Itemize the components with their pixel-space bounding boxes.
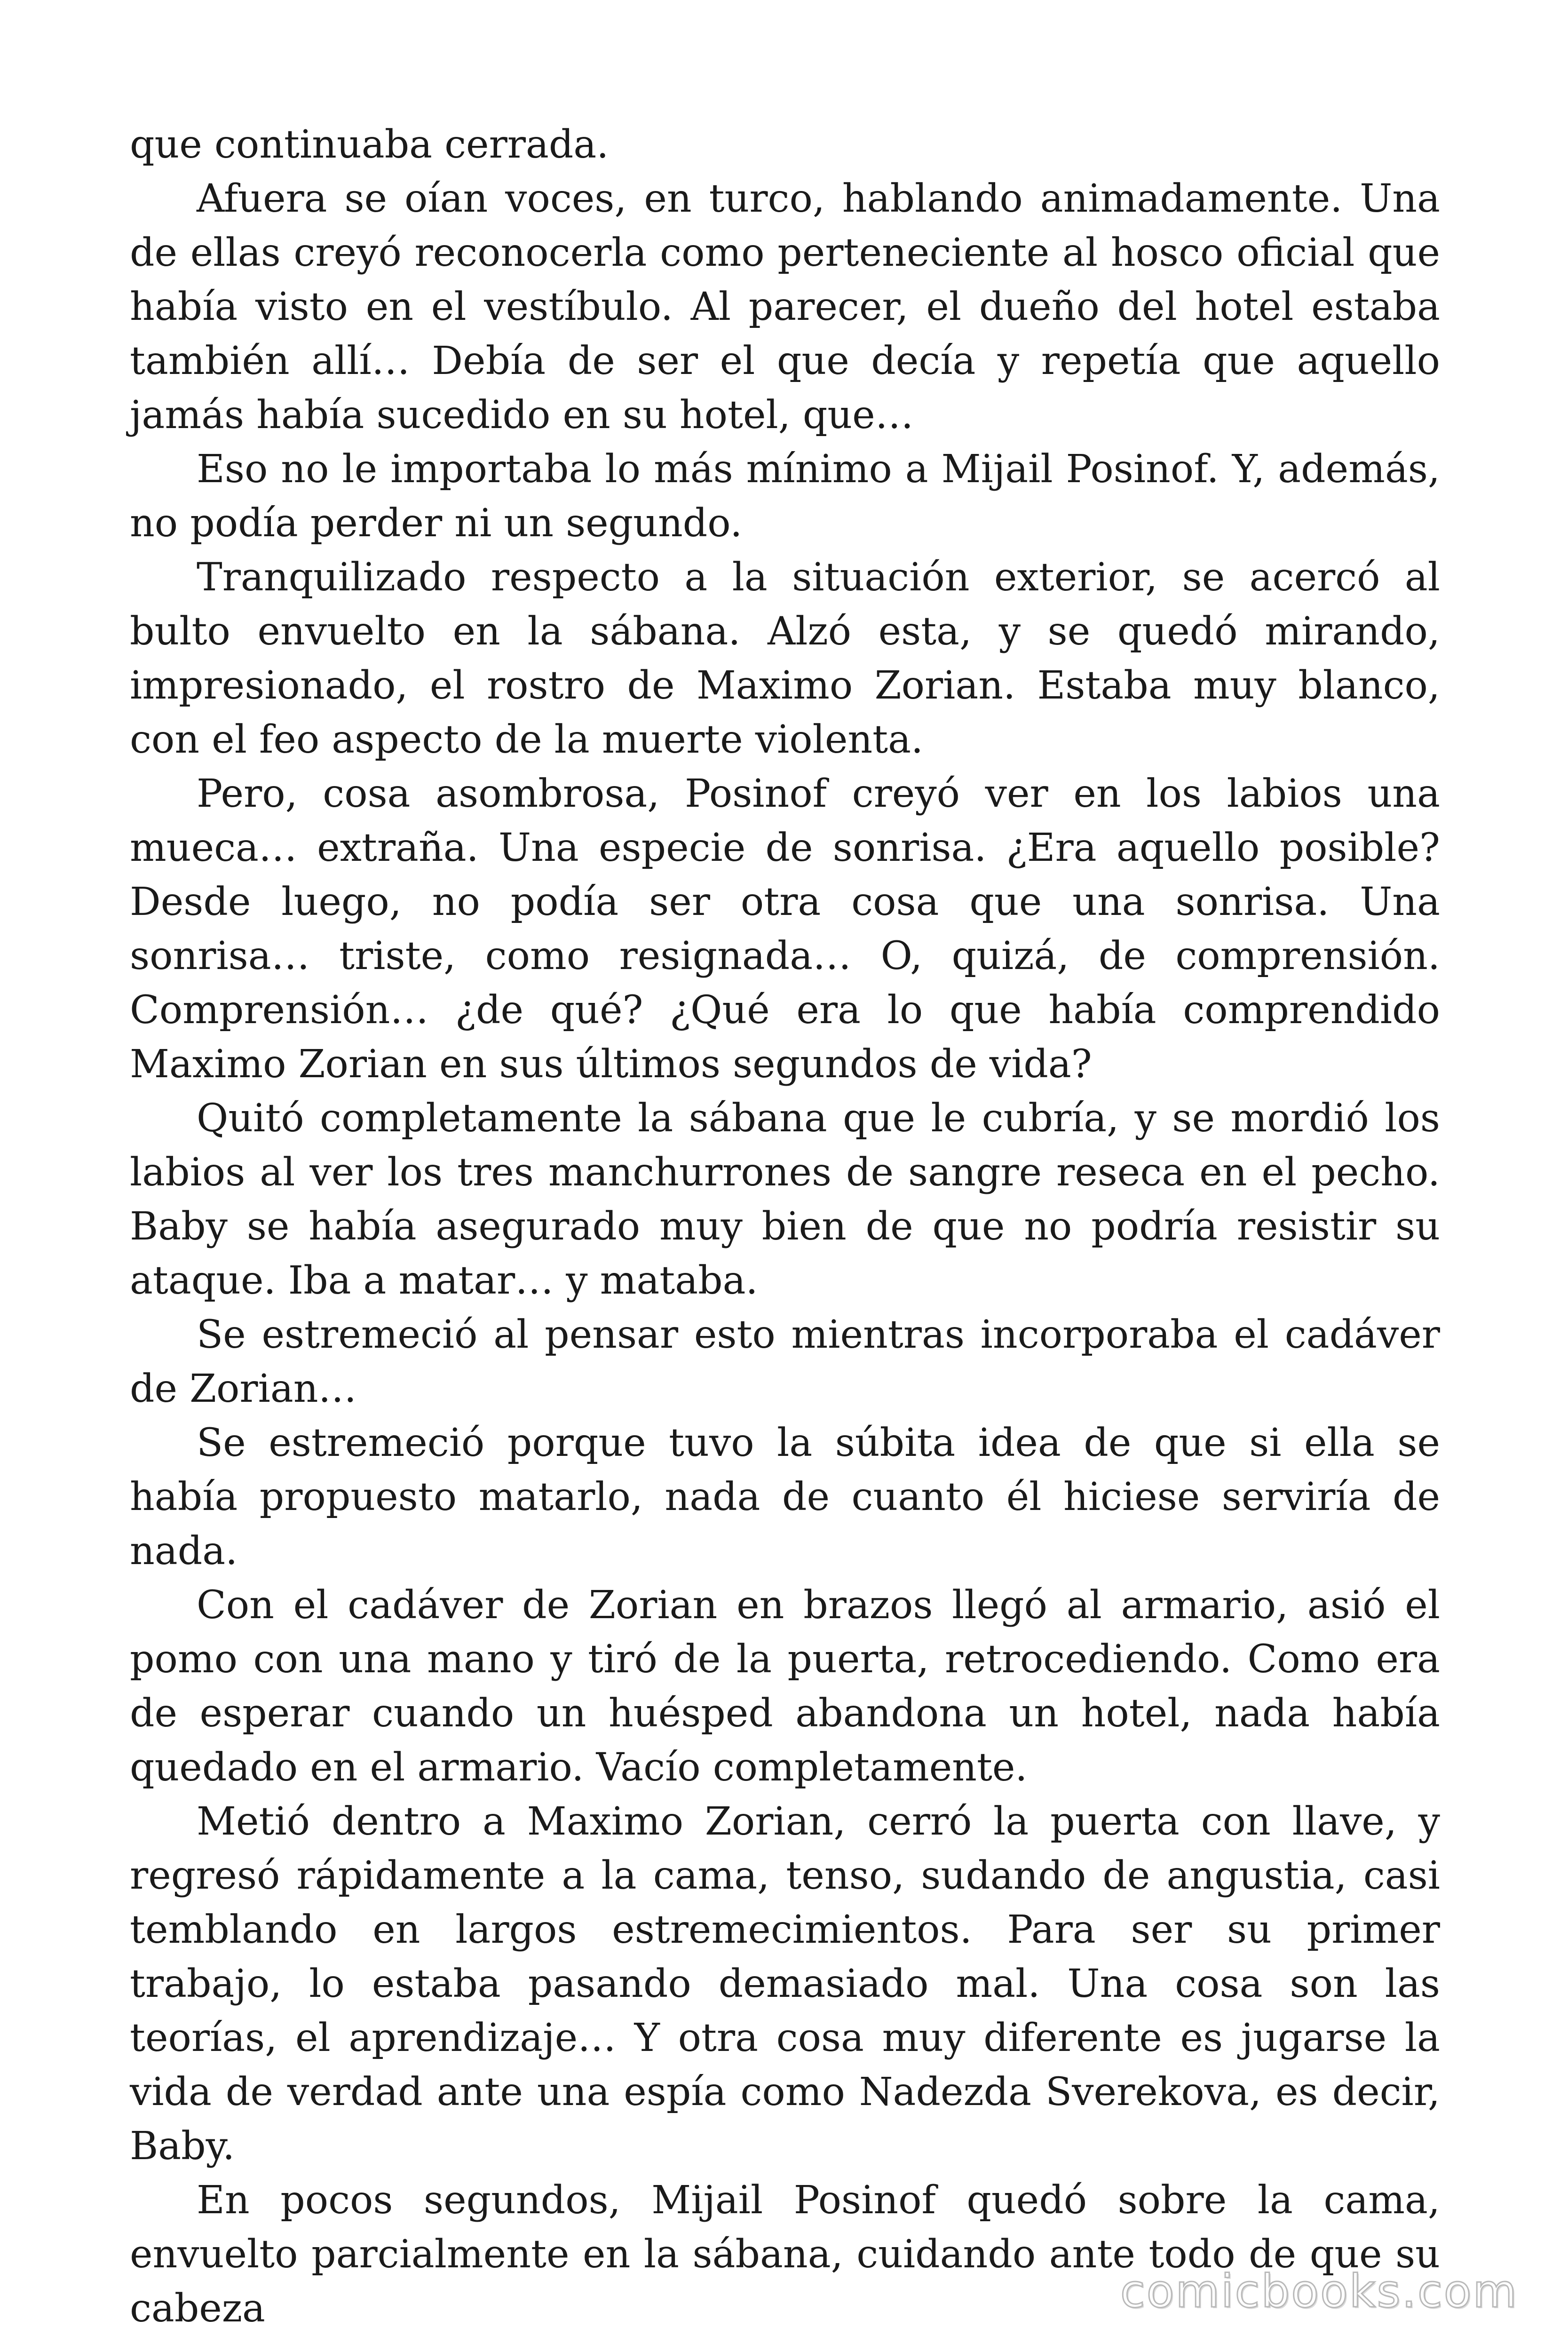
paragraph: Se estremeció al pensar esto mientras incorporaba el cadáver de Zorian…: [130, 1312, 1440, 1411]
watermark: comicbooks.com: [1120, 2265, 1518, 2318]
paragraph-continuation: que continuaba cerrada.: [130, 122, 609, 167]
paragraph: Se estremeció porque tuvo la súbita idea de que si ella se había propuesto matarlo, nada de cuanto él hiciese serviría de nada.: [130, 1421, 1440, 1573]
paragraph: Pero, cosa asombrosa, Posinof creyó ver en los labios una mueca… extraña. Una especie de sonrisa. ¿Era aquello posible? Desde luego, no podía ser otra cosa que una sonrisa. Una sonrisa… triste, como resignada… O, quizá, de comprensión. Comprensión… ¿de qué? ¿Qué era lo que había comprendido Maximo Zorian en sus últimos segundos de vida?: [130, 771, 1440, 1087]
paragraph: Tranquilizado respecto a la situación exterior, se acercó al bulto envuelto en la sábana. Alzó esta, y se quedó mirando, impresionado, el rostro de Maximo Zorian. Estaba muy blanco, con el feo aspecto de la muerte violenta.: [130, 555, 1440, 762]
body-text: [130, 118, 1440, 2336]
paragraph: Quitó completamente la sábana que le cubría, y se mordió los labios al ver los tres manchurrones de sangre reseca en el pecho. Baby se había asegurado muy bien de que no podría resistir su ataque. Iba a matar… y mataba.: [130, 1096, 1440, 1303]
paragraph: Metió dentro a Maximo Zorian, cerró la puerta con llave, y regresó rápidamente a la cama, tenso, sudando de angustia, casi temblando en largos estremecimientos. Para ser su primer trabajo, lo estaba pasando demasiado mal. Una cosa son las teorías, el aprendizaje… Y otra cosa muy diferente es jugarse la vida de verdad ante una espía como Nadezda Sverekova, es decir, Baby.: [130, 1799, 1440, 2169]
paragraph: En pocos segundos, Mijail Posinof quedó sobre la cama, envuelto parcialmente en la sábana, cuidando ante todo de que su cabeza: [130, 2178, 1440, 2331]
paragraph: Eso no le importaba lo más mínimo a Mijail Posinof. Y, además, no podía perder ni un segundo.: [130, 447, 1440, 546]
paragraph: Con el cadáver de Zorian en brazos llegó al armario, asió el pomo con una mano y tiró de la puerta, retrocediendo. Como era de esperar cuando un huésped abandona un hotel, nada había quedado en el armario. Vacío completamente.: [130, 1583, 1440, 1790]
paragraph: Afuera se oían voces, en turco, hablando animadamente. Una de ellas creyó reconocerla como perteneciente al hosco oficial que había visto en el vestíbulo. Al parecer, el dueño del hotel estaba también allí… Debía de ser el que decía y repetía que aquello jamás había sucedido en su hotel, que…: [130, 176, 1440, 437]
